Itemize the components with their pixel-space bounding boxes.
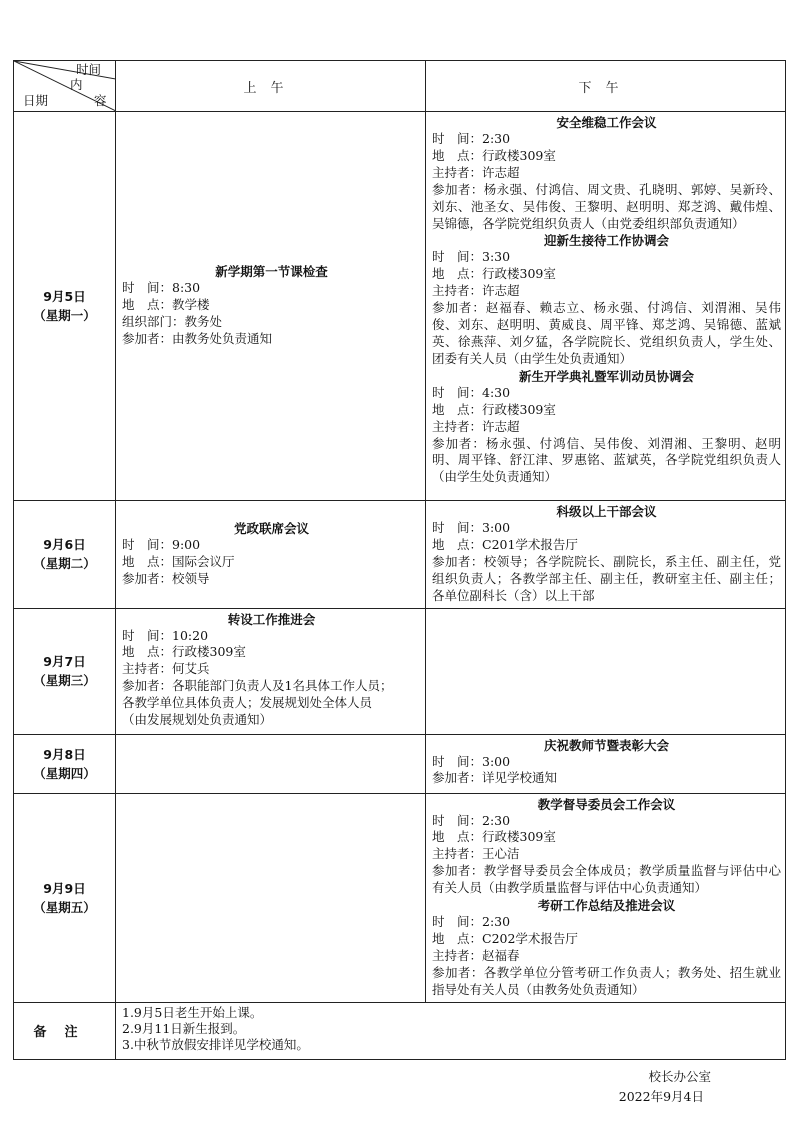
header-time-label: 时间 (76, 62, 102, 77)
meeting-participants-line: （由发展规划处负责通知） (122, 712, 273, 728)
weekly-schedule-table (13, 60, 786, 1060)
day-row-mon (14, 112, 786, 501)
afternoon-cell-empty (426, 608, 786, 734)
signature-date: 2022年9月4日 (618, 1089, 704, 1104)
header-content-label-a: 内 (70, 77, 83, 92)
header-content-label-b: 容 (94, 93, 107, 108)
meeting-title: 考研工作总结及推进会议 (537, 898, 676, 914)
meeting-host: 主持者：何艾兵 (122, 661, 210, 677)
meeting-participants: 参加者：赵福春、赖志立、杨永强、付鸿信、刘渭湘、吴伟俊、刘东、赵明明、黄威良、周平锋、郑芝鸿、吴锦德、蓝斌英、徐燕萍、刘夕猛，各学院院长、党组织负责人，学生处、团委有关人员（由学生处负责通知） (432, 300, 781, 366)
note-item: 2.9月11日新生报到。 (122, 1020, 246, 1036)
weekday-label: （星期二） (33, 556, 96, 572)
header-afternoon: 下午 (426, 61, 786, 112)
date-cell (14, 501, 116, 609)
meeting-place: 地 点：行政楼309室 (122, 644, 246, 660)
meeting-block (432, 232, 781, 367)
morning-cell-empty (116, 734, 426, 793)
weekday-label: （星期五） (33, 899, 96, 915)
meeting-time: 时 间：3:30 (432, 249, 511, 265)
meeting-place: 地 点：行政楼309室 (432, 147, 556, 163)
meeting-organizer: 组织部门：教务处 (122, 314, 223, 329)
meeting-host: 主持者：许志超 (432, 164, 520, 180)
morning-cell (116, 501, 426, 609)
meeting-title: 科级以上干部会议 (556, 504, 657, 519)
diagonal-header-cell (14, 61, 116, 112)
meeting-place: 地 点：国际会议厅 (122, 553, 235, 569)
meeting-participants: 参加者：由教务处负责通知 (122, 330, 273, 346)
meeting-participants: 参加者：杨永强、付鸿信、周文贵、孔晓明、郭婷、吴新玲、刘东、池圣女、吴伟俊、王黎明、赵明明、郑芝鸿、戴伟煌、吴锦德，各学院党组织负责人（由党委组织部负责通知） (432, 181, 781, 231)
meeting-participants: 参加者：杨永强、付鸿信、吴伟俊、刘渭湘、王黎明、赵明明、周平锋、舒江津、罗惠铭、蓝斌英，各学院党组织负责人（由学生处负责通知） (432, 435, 781, 485)
date-label: 9月8日 (43, 746, 86, 762)
header-morning: 上午 (116, 61, 426, 112)
weekday-label: （星期一） (33, 308, 96, 323)
note-item: 3.中秋节放假安排详见学校通知。 (122, 1036, 309, 1052)
meeting-title: 庆祝教师节暨表彰大会 (543, 737, 669, 753)
meeting-participants: 参加者：校领导；各学院院长、副院长，系主任、副主任，党组织负责人；各教学部主任、副主任，教研室主任、副主任；各单位副科长（含）以上干部 (432, 553, 781, 603)
meeting-time: 时 间：2:30 (432, 812, 511, 828)
meeting-participants: 参加者：教学督导委员会全体成员；教学质量监督与评估中心有关人员（由教学质量监督与评估中心负责通知） (432, 863, 781, 896)
weekday-label: （星期三） (33, 673, 96, 689)
afternoon-cell (426, 501, 786, 609)
header-row (14, 61, 786, 112)
day-row-wed (14, 608, 786, 734)
meeting-title: 教学督导委员会工作会议 (537, 796, 676, 812)
meeting-title: 新学期第一节课检查 (215, 264, 328, 280)
day-row-fri (14, 793, 786, 1002)
date-label: 9月6日 (43, 537, 86, 553)
meeting-place: 地 点：C201学术报告厅 (432, 536, 578, 552)
meeting-place: 地 点：行政楼309室 (432, 266, 556, 282)
morning-cell (116, 608, 426, 734)
morning-cell (116, 112, 426, 501)
meeting-time: 时 间：2:30 (432, 131, 511, 146)
meeting-participants: 参加者：校领导 (122, 570, 210, 586)
date-cell (14, 112, 116, 501)
meeting-time: 时 间：3:00 (432, 520, 511, 535)
notes-row (14, 1002, 786, 1059)
date-label: 9月7日 (43, 654, 86, 670)
meeting-block (122, 263, 421, 348)
meeting-time: 时 间：3:00 (432, 753, 511, 769)
meeting-title: 安全维稳工作会议 (556, 115, 657, 130)
meeting-host: 主持者：许志超 (432, 283, 520, 299)
day-row-tue (14, 501, 786, 609)
meeting-time: 时 间：9:00 (122, 536, 201, 552)
date-cell (14, 793, 116, 1002)
date-label: 9月9日 (43, 880, 86, 896)
date-cell (14, 608, 116, 734)
meeting-block (432, 368, 781, 486)
day-row-thu (14, 734, 786, 793)
meeting-time: 时 间：4:30 (432, 384, 511, 400)
meeting-block (432, 897, 781, 999)
meeting-participants: 参加者：各教学单位分管考研工作负责人；教务处、招生就业指导处有关人员（由教务处负责通知） (432, 964, 781, 997)
meeting-host: 主持者：赵福春 (432, 947, 520, 963)
meeting-block (122, 611, 421, 729)
morning-cell-empty (116, 793, 426, 1002)
meeting-place: 地 点：行政楼309室 (432, 829, 556, 845)
afternoon-cell (426, 734, 786, 793)
afternoon-cell (426, 112, 786, 501)
date-cell (14, 734, 116, 793)
notes-cell (116, 1002, 786, 1059)
afternoon-cell (426, 793, 786, 1002)
meeting-place: 地 点：教学楼 (122, 297, 210, 313)
weekday-label: （星期四） (33, 765, 96, 781)
meeting-time: 时 间：8:30 (122, 280, 201, 296)
note-item: 1.9月5日老生开始上课。 (122, 1004, 263, 1020)
meeting-host: 主持者：王心洁 (432, 846, 520, 862)
meeting-host: 主持者：许志超 (432, 418, 520, 434)
meeting-block (432, 737, 781, 788)
meeting-block (432, 796, 781, 898)
meeting-time: 时 间：10:20 (122, 627, 209, 643)
notes-label: 备注 (14, 1002, 116, 1059)
date-label: 9月5日 (43, 289, 86, 304)
meeting-participants-line: 各教学单位具体负责人；发展规划处全体人员 (122, 695, 373, 711)
meeting-title: 转设工作推进会 (227, 611, 316, 627)
meeting-block (122, 520, 421, 588)
signature-office: 校长办公室 (648, 1069, 711, 1084)
meeting-title: 党政联席会议 (233, 520, 309, 536)
meeting-participants-line: 参加者：各职能部门负责人及1名具体工作人员； (122, 678, 393, 694)
meeting-time: 时 间：2:30 (432, 914, 511, 930)
meeting-block (432, 503, 781, 605)
meeting-title: 新生开学典礼暨军训动员协调会 (518, 368, 694, 384)
meeting-title: 迎新生接待工作协调会 (543, 233, 669, 249)
meeting-place: 地 点：行政楼309室 (432, 401, 556, 417)
meeting-block (432, 114, 781, 232)
meeting-place: 地 点：C202学术报告厅 (432, 930, 578, 946)
meeting-participants: 参加者：详见学校通知 (432, 770, 558, 786)
header-date-label: 日期 (23, 93, 49, 108)
